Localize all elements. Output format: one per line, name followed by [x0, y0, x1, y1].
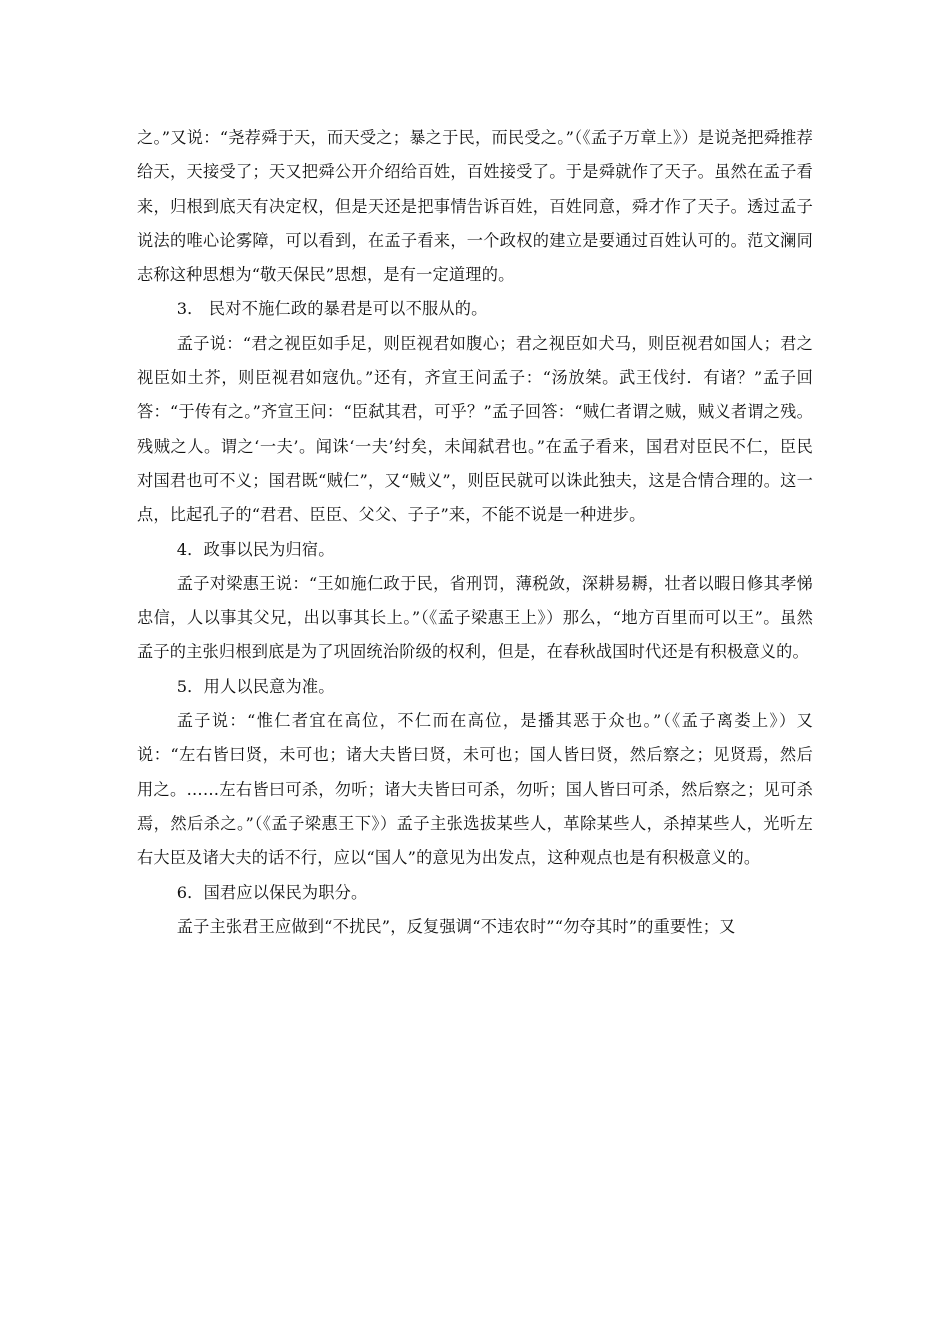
section-heading-4: 4．政事以民为归宿。	[176, 539, 335, 559]
paragraph-section-6: 孟子主张君王应做到“不扰民”，反复强调“不违农时”“勿夺其时”的重要性；又	[176, 916, 736, 936]
section-heading-3: 3． 民对不施仁政的暴君是可以不服从的。	[176, 299, 488, 319]
paragraph-section-3: 孟子说：“君之视臣如手足，则臣视君如腹心；君之视臣如犬马，则臣视君如国人；君之视臣如土芥，则臣视君如寇仇。”还有，齐宣王问孟子：“汤放桀。武王伐纣．有诸？”孟子回答：“于传有之。”齐宣王问：“臣弑其君，可乎？”孟子回答：“贼仁者谓之贼，贼义者谓之残。残贼之人。谓之‘一夫’。闻诛‘一夫’纣矣，未闻弑君也。”在孟子看来，国君对臣民不仁，臣民对国君也可不义；国君既“贼仁”，又“贼义”，则臣民就可以诛此独夫，这是合情合理的。这一点，比起孔子的“君君、臣臣、父父、子子”来，不能不说是一种进步。	[137, 333, 813, 525]
paragraph-continuation: 之。”又说：“尧荐舜于天，而天受之；暴之于民，而民受之。”（《孟子万章上》）是说尧把舜推荐给天，天接受了；天又把舜公开介绍给百姓，百姓接受了。于是舜就作了天子。虽然在孟子看来，归根到底天有决定权，但是天还是把事情告诉百姓，百姓同意，舜才作了天子。透过孟子说法的唯心论雾障，可以看到，在孟子看来，一个政权的建立是要通过百姓认可的。范文澜同志称这种思想为“敬天保民”思想，是有一定道理的。	[137, 128, 813, 285]
section-heading-5: 5．用人以民意为准。	[176, 676, 335, 696]
section-heading-6: 6．国君应以保民为职分。	[176, 882, 368, 902]
paragraph-section-4: 孟子对梁惠王说：“王如施仁政于民，省刑罚，薄税敛，深耕易耨，壮者以暇日修其孝悌忠信，人以事其父兄，出以事其长上。”（《孟子梁惠王上》）那么，“地方百里而可以王”。虽然孟子的主张归根到底是为了巩固统治阶级的权利，但是，在春秋战国时代还是有积极意义的。	[137, 573, 813, 662]
paragraph-section-5: 孟子说：“惟仁者宜在高位，不仁而在高位，是播其恶于众也。”（《孟子离娄上》）又说：“左右皆曰贤，未可也；诸大夫皆曰贤，未可也；国人皆曰贤，然后察之；见贤焉，然后用之。……左右皆曰可杀，勿听；诸大夫皆曰可杀，勿听；国人皆曰可杀，然后察之；见可杀焉，然后杀之。”（《孟子梁惠王下》）孟子主张选拔某些人，革除某些人，杀掉某些人，光听左右大臣及诸大夫的话不行，应以“国人”的意见为出发点，这种观点也是有积极意义的。	[137, 711, 813, 868]
document-page	[137, 121, 813, 944]
